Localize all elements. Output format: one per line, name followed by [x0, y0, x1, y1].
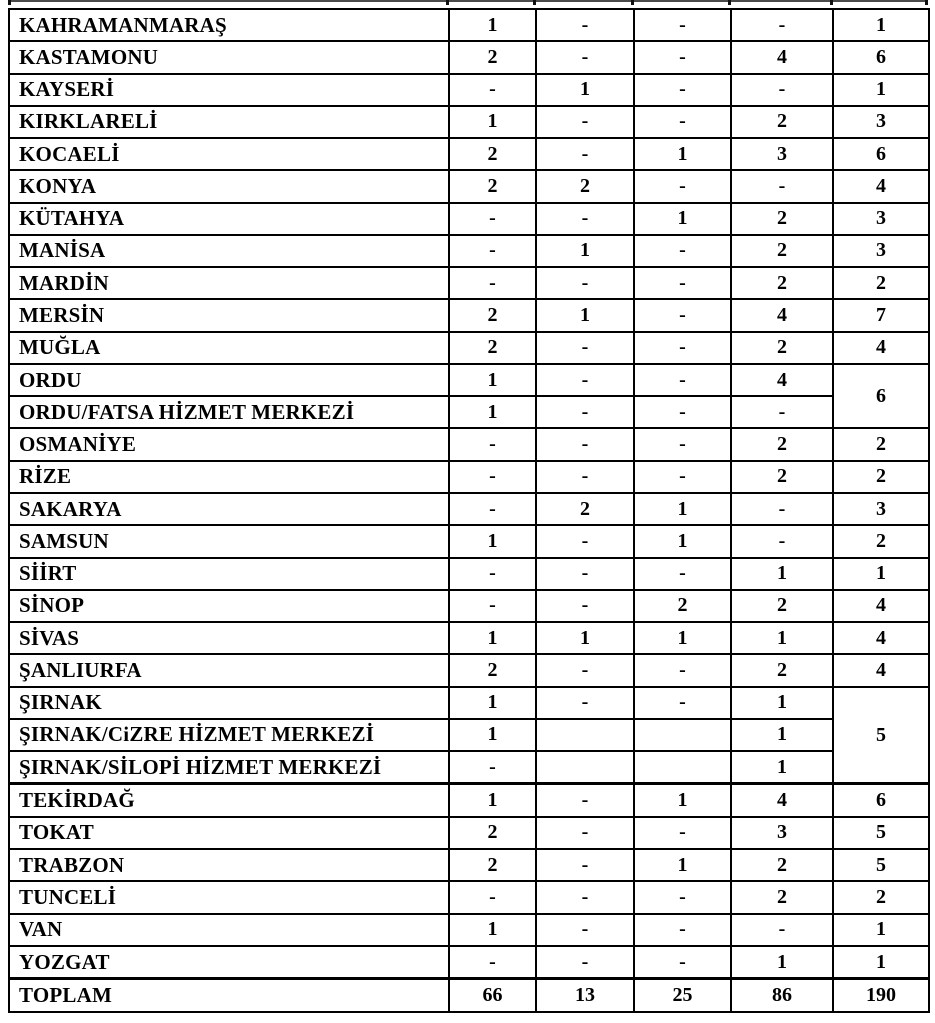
total-cell: 3 — [833, 235, 929, 267]
count-cell: - — [536, 849, 634, 881]
total-cell: 6 — [833, 41, 929, 73]
count-cell: 1 — [634, 784, 731, 817]
count-cell: - — [536, 106, 634, 138]
count-cell: - — [449, 558, 536, 590]
table-row — [9, 235, 929, 267]
crop-tick — [631, 0, 634, 5]
table-row — [9, 203, 929, 235]
count-cell: 1 — [731, 751, 833, 784]
count-cell — [634, 751, 731, 784]
count-cell: 2 — [634, 590, 731, 622]
table-row — [9, 590, 929, 622]
count-cell: 2 — [449, 170, 536, 202]
province-name-cell: ŞIRNAK — [9, 687, 449, 719]
count-cell: 2 — [731, 881, 833, 913]
count-cell: - — [634, 332, 731, 364]
count-cell: 2 — [731, 203, 833, 235]
count-cell: 2 — [731, 461, 833, 493]
count-cell: - — [634, 687, 731, 719]
province-name-cell: RİZE — [9, 461, 449, 493]
count-cell: - — [536, 9, 634, 41]
province-name-cell: KASTAMONU — [9, 41, 449, 73]
total-cell: 7 — [833, 299, 929, 331]
table-row — [9, 364, 929, 396]
count-cell: - — [731, 396, 833, 428]
province-name-cell: MERSİN — [9, 299, 449, 331]
count-cell: 2 — [731, 590, 833, 622]
count-cell: 1 — [449, 784, 536, 817]
count-cell: 1 — [449, 9, 536, 41]
total-cell: 4 — [833, 622, 929, 654]
count-cell: - — [634, 558, 731, 590]
total-cell: 2 — [833, 428, 929, 460]
count-cell: 86 — [731, 979, 833, 1012]
table-row — [9, 106, 929, 138]
count-cell: - — [536, 461, 634, 493]
total-cell: 2 — [833, 881, 929, 913]
count-cell: - — [731, 74, 833, 106]
count-cell: - — [634, 299, 731, 331]
count-cell: 1 — [449, 687, 536, 719]
province-name-cell: KOCAELİ — [9, 138, 449, 170]
count-cell: 2 — [449, 849, 536, 881]
count-cell: 1 — [449, 106, 536, 138]
count-cell — [634, 719, 731, 751]
count-cell: 2 — [731, 235, 833, 267]
count-cell: 3 — [731, 817, 833, 849]
total-cell: 5 — [833, 817, 929, 849]
total-cell: 6 — [833, 138, 929, 170]
count-cell: - — [536, 138, 634, 170]
count-cell: 1 — [731, 622, 833, 654]
count-cell: 2 — [731, 654, 833, 686]
count-cell: - — [536, 817, 634, 849]
count-cell: - — [634, 267, 731, 299]
province-table-body — [9, 9, 929, 1012]
total-cell: 6 — [833, 364, 929, 429]
total-cell: 1 — [833, 74, 929, 106]
province-name-cell: KIRKLARELİ — [9, 106, 449, 138]
count-cell: 1 — [449, 396, 536, 428]
count-cell: - — [634, 914, 731, 946]
count-cell: - — [536, 654, 634, 686]
count-cell: - — [536, 332, 634, 364]
count-cell: 4 — [731, 299, 833, 331]
table-row — [9, 654, 929, 686]
total-cell: 2 — [833, 267, 929, 299]
province-name-cell: TOKAT — [9, 817, 449, 849]
count-cell: - — [449, 428, 536, 460]
count-cell: - — [536, 558, 634, 590]
count-cell: - — [536, 881, 634, 913]
province-name-cell: SAMSUN — [9, 525, 449, 557]
province-name-cell: OSMANİYE — [9, 428, 449, 460]
count-cell: 1 — [731, 558, 833, 590]
count-cell: 1 — [536, 622, 634, 654]
count-cell: 1 — [634, 138, 731, 170]
count-cell: - — [634, 170, 731, 202]
table-row — [9, 74, 929, 106]
table-row — [9, 881, 929, 913]
count-cell: 2 — [731, 849, 833, 881]
count-cell — [536, 751, 634, 784]
count-cell: - — [536, 784, 634, 817]
count-cell: 2 — [449, 299, 536, 331]
count-cell — [536, 719, 634, 751]
count-cell: - — [449, 461, 536, 493]
province-name-cell: YOZGAT — [9, 946, 449, 979]
count-cell: - — [536, 914, 634, 946]
crop-tick — [446, 0, 449, 5]
total-cell: 3 — [833, 203, 929, 235]
table-row — [9, 493, 929, 525]
province-name-cell: SİVAS — [9, 622, 449, 654]
province-name-cell: TUNCELİ — [9, 881, 449, 913]
count-cell: - — [536, 267, 634, 299]
total-cell: 2 — [833, 525, 929, 557]
count-cell: 3 — [731, 138, 833, 170]
count-cell: - — [634, 235, 731, 267]
table-row — [9, 946, 929, 979]
count-cell: - — [536, 396, 634, 428]
count-cell: - — [731, 525, 833, 557]
count-cell: - — [634, 428, 731, 460]
count-cell: - — [634, 364, 731, 396]
table-row — [9, 784, 929, 817]
total-cell: 4 — [833, 170, 929, 202]
table-row — [9, 170, 929, 202]
crop-line — [8, 0, 928, 2]
count-cell: - — [634, 817, 731, 849]
count-cell: 2 — [449, 138, 536, 170]
count-cell: 1 — [731, 719, 833, 751]
count-cell: 25 — [634, 979, 731, 1012]
crop-tick — [925, 0, 928, 5]
count-cell: - — [731, 9, 833, 41]
total-cell: 1 — [833, 914, 929, 946]
count-cell: 4 — [731, 784, 833, 817]
count-cell: 2 — [731, 332, 833, 364]
province-name-cell: KAHRAMANMARAŞ — [9, 9, 449, 41]
province-name-cell: KAYSERİ — [9, 74, 449, 106]
total-cell: 3 — [833, 106, 929, 138]
count-cell: - — [449, 74, 536, 106]
count-cell: - — [536, 590, 634, 622]
province-name-cell: TOPLAM — [9, 979, 449, 1012]
count-cell: 4 — [731, 364, 833, 396]
total-cell: 2 — [833, 461, 929, 493]
count-cell: 4 — [731, 41, 833, 73]
crop-tick — [728, 0, 731, 5]
table-row — [9, 979, 929, 1012]
province-name-cell: SAKARYA — [9, 493, 449, 525]
count-cell: - — [634, 9, 731, 41]
province-name-cell: KONYA — [9, 170, 449, 202]
total-cell: 4 — [833, 590, 929, 622]
count-cell: - — [536, 428, 634, 460]
count-cell: - — [536, 41, 634, 73]
total-cell: 1 — [833, 558, 929, 590]
count-cell: - — [634, 461, 731, 493]
total-cell: 6 — [833, 784, 929, 817]
count-cell: 1 — [536, 235, 634, 267]
table-row — [9, 525, 929, 557]
table-row — [9, 332, 929, 364]
province-name-cell: ORDU/FATSA HİZMET MERKEZİ — [9, 396, 449, 428]
province-name-cell: KÜTAHYA — [9, 203, 449, 235]
count-cell: - — [731, 170, 833, 202]
count-cell: 1 — [449, 525, 536, 557]
province-name-cell: TRABZON — [9, 849, 449, 881]
count-cell: - — [634, 41, 731, 73]
table-row — [9, 138, 929, 170]
count-cell: - — [449, 267, 536, 299]
total-cell: 5 — [833, 687, 929, 784]
count-cell: 13 — [536, 979, 634, 1012]
count-cell: 1 — [449, 914, 536, 946]
province-name-cell: MUĞLA — [9, 332, 449, 364]
table-row — [9, 622, 929, 654]
count-cell: 2 — [536, 493, 634, 525]
province-name-cell: ORDU — [9, 364, 449, 396]
count-cell: 2 — [731, 106, 833, 138]
province-name-cell: MANİSA — [9, 235, 449, 267]
province-name-cell: ŞIRNAK/SİLOPİ HİZMET MERKEZİ — [9, 751, 449, 784]
province-name-cell: ŞIRNAK/CiZRE HİZMET MERKEZİ — [9, 719, 449, 751]
total-cell: 1 — [833, 9, 929, 41]
table-row — [9, 41, 929, 73]
count-cell: 2 — [449, 654, 536, 686]
table-row — [9, 751, 929, 784]
province-name-cell: SİNOP — [9, 590, 449, 622]
count-cell: 1 — [634, 622, 731, 654]
count-cell: 1 — [536, 74, 634, 106]
count-cell: 2 — [731, 267, 833, 299]
count-cell: - — [731, 493, 833, 525]
count-cell: - — [449, 235, 536, 267]
total-cell: 1 — [833, 946, 929, 979]
count-cell: - — [449, 946, 536, 979]
count-cell: - — [449, 493, 536, 525]
count-cell: - — [536, 525, 634, 557]
count-cell: 1 — [449, 622, 536, 654]
province-distribution-table — [8, 8, 930, 1013]
table-row — [9, 267, 929, 299]
table-row — [9, 914, 929, 946]
count-cell: - — [536, 946, 634, 979]
count-cell: 2 — [536, 170, 634, 202]
total-cell: 5 — [833, 849, 929, 881]
crop-tick — [830, 0, 833, 5]
count-cell: 1 — [449, 719, 536, 751]
count-cell: - — [634, 946, 731, 979]
count-cell: - — [634, 654, 731, 686]
table-row — [9, 428, 929, 460]
count-cell: - — [536, 203, 634, 235]
province-name-cell: VAN — [9, 914, 449, 946]
count-cell: - — [634, 106, 731, 138]
total-cell: 3 — [833, 493, 929, 525]
count-cell: - — [634, 74, 731, 106]
count-cell: 1 — [634, 203, 731, 235]
table-row — [9, 299, 929, 331]
count-cell: - — [449, 881, 536, 913]
table-row — [9, 396, 929, 428]
count-cell: - — [449, 203, 536, 235]
table-row — [9, 558, 929, 590]
total-cell: 190 — [833, 979, 929, 1012]
province-name-cell: ŞANLIURFA — [9, 654, 449, 686]
count-cell: 1 — [731, 946, 833, 979]
count-cell: - — [634, 396, 731, 428]
count-cell: 2 — [449, 332, 536, 364]
count-cell: - — [536, 364, 634, 396]
table-row — [9, 461, 929, 493]
total-cell: 4 — [833, 654, 929, 686]
province-name-cell: SİİRT — [9, 558, 449, 590]
count-cell: 1 — [536, 299, 634, 331]
count-cell: 2 — [449, 41, 536, 73]
count-cell: - — [536, 687, 634, 719]
count-cell: 1 — [634, 525, 731, 557]
count-cell: 2 — [731, 428, 833, 460]
table-row — [9, 849, 929, 881]
count-cell: - — [634, 881, 731, 913]
total-cell: 4 — [833, 332, 929, 364]
count-cell: - — [449, 751, 536, 784]
province-name-cell: MARDİN — [9, 267, 449, 299]
count-cell: 1 — [634, 493, 731, 525]
table-row — [9, 9, 929, 41]
table-row — [9, 719, 929, 751]
cropped-previous-row-border — [8, 0, 928, 6]
table-row — [9, 817, 929, 849]
count-cell: 66 — [449, 979, 536, 1012]
count-cell: 2 — [449, 817, 536, 849]
count-cell: 1 — [634, 849, 731, 881]
table-row — [9, 687, 929, 719]
province-name-cell: TEKİRDAĞ — [9, 784, 449, 817]
crop-tick — [533, 0, 536, 5]
count-cell: - — [731, 914, 833, 946]
count-cell: 1 — [449, 364, 536, 396]
count-cell: - — [449, 590, 536, 622]
count-cell: 1 — [731, 687, 833, 719]
crop-tick — [8, 0, 11, 5]
